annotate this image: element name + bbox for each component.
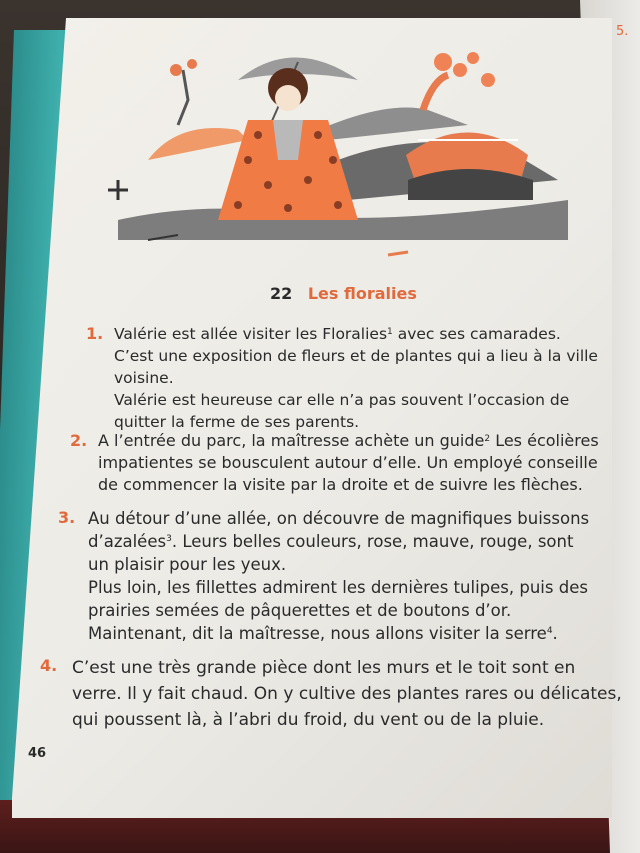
footnote-ref: 4 — [546, 626, 553, 636]
footnote-ref: 1 — [387, 327, 393, 337]
text-line: de commencer la visite par la droite et de suivre les flèches. — [98, 475, 583, 494]
paragraph-2 — [98, 430, 599, 496]
text-line: C’est une très grande pièce dont les murs et le toit sont en — [72, 658, 576, 678]
text-line: C’est une exposition de fleurs et de plantes qui a lieu à la ville — [114, 347, 598, 365]
text-line: impatientes se bousculent autour d’elle. Un employé conseille — [98, 453, 598, 472]
paragraph-marker: 4. — [40, 656, 58, 675]
text-line: verre. Il y fait chaud. On y cultive des plantes rares ou délicates, — [72, 684, 622, 704]
text-line: qui poussent là, à l’abri du froid, du vent ou de la pluie. — [72, 710, 545, 730]
geisha-garden-illustration — [88, 40, 578, 260]
text-line: Valérie est allée visiter les Floralies$^1$ avec ses camarades. — [114, 325, 561, 343]
text-line: d’azalées$^3$. Leurs belles couleurs, rose, mauve, rouge, sont — [88, 532, 574, 551]
text-line: A l’entrée du parc, la maîtresse achète un guide$^2$ Les écolières — [98, 431, 599, 450]
text-line: Valérie est heureuse car elle n’a pas souvent l’occasion de — [114, 391, 570, 409]
paragraph-1 — [114, 323, 598, 433]
lesson-title: Les floralies — [307, 284, 417, 303]
next-page-number: 5. — [616, 24, 629, 39]
text-line: Au détour d’une allée, on découvre de magnifiques buissons — [88, 509, 590, 528]
paragraph-marker: 1. — [86, 324, 104, 343]
paragraph-marker: 2. — [70, 431, 88, 450]
lesson-heading — [270, 284, 417, 303]
text-line: Plus loin, les fillettes admirent les dernières tulipes, puis des — [88, 578, 588, 597]
page-number: 46 — [28, 746, 47, 761]
text-line: quitter la ferme de ses parents. — [114, 413, 360, 431]
paragraph-marker: 3. — [58, 508, 76, 527]
text-line: Maintenant, dit la maîtresse, nous allons visiter la serre$^4$. — [88, 624, 558, 643]
lesson-number: 22 — [270, 284, 293, 303]
footnote-ref: 3 — [166, 534, 172, 544]
paragraph-4 — [72, 655, 622, 733]
text-line: un plaisir pour les yeux. — [88, 555, 287, 574]
footnote-ref: 2 — [484, 434, 491, 444]
paragraph-3 — [88, 507, 589, 645]
text-line: prairies semées de pâquerettes et de boutons d’or. — [88, 601, 512, 620]
text-line: voisine. — [114, 369, 174, 387]
